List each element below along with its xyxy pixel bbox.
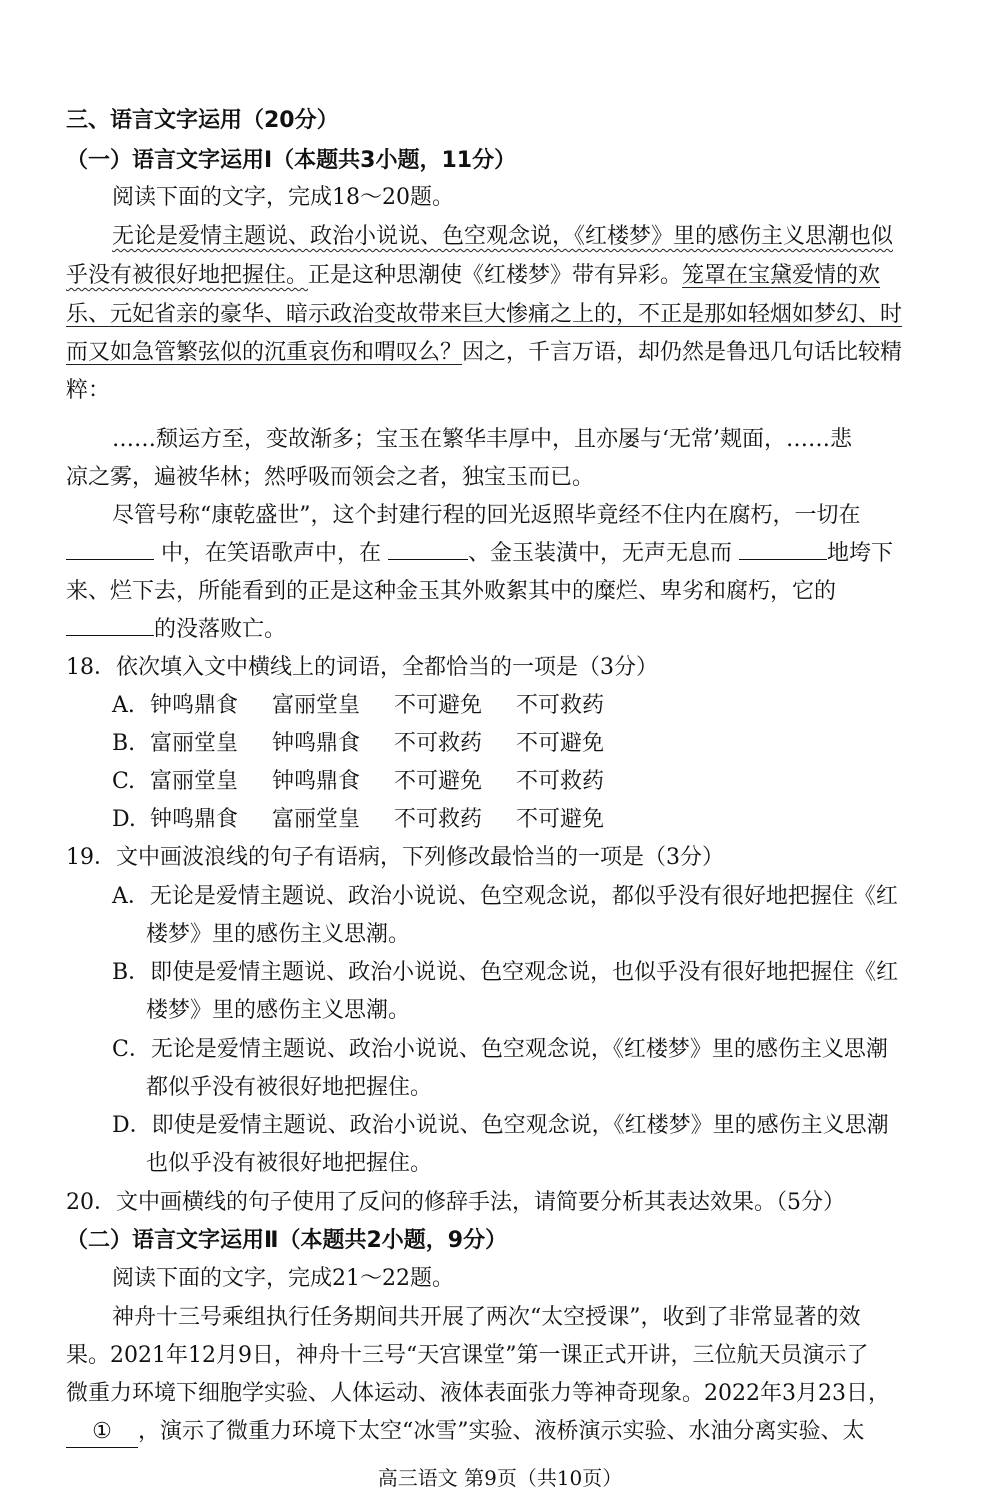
option-word: 钟鸣鼎食 (272, 769, 361, 794)
q19-option-c[interactable]: C．无论是爱情主题说、政治小说说、色空观念说，《红楼梦》里的感伤主义思潮 (112, 1037, 888, 1062)
option-word: 富丽堂皇 (272, 693, 361, 718)
fill-blank[interactable] (388, 539, 468, 560)
q19-option-b-cont: 楼梦》里的感伤主义思潮。 (146, 998, 411, 1023)
quote-line: ……颓运方至，变故渐多；宝玉在繁华丰厚中，且亦屡与‘无常’觌面，……悲 (112, 427, 852, 452)
fill-blank[interactable] (739, 539, 827, 560)
part1-intro: 阅读下面的文字，完成18～20题。 (112, 185, 454, 210)
passage-text: 、金玉装潢中，无声无息而 (468, 541, 733, 566)
passage-text: 正是这种思潮使《红楼梦》带有异彩。 (308, 263, 683, 288)
passage-line (112, 222, 893, 252)
underlined-sentence: 笼罩在宝黛爱情的欢 (682, 263, 881, 288)
option-word: 不可救药 (516, 769, 605, 794)
option-letter: D. (112, 807, 136, 832)
option-letter: C. (112, 769, 136, 794)
option-word: 钟鸣鼎食 (150, 807, 239, 832)
option-word: 不可救药 (394, 807, 483, 832)
option-word: 钟鸣鼎食 (272, 731, 361, 756)
passage-line: 粹： (66, 378, 111, 403)
option-word: 钟鸣鼎食 (150, 693, 239, 718)
section-title: 三、语言文字运用（20分） (66, 108, 339, 133)
passage-text: ，演示了微重力环境下太空“冰雪”实验、液桥演示实验、水油分离实验、太 (138, 1419, 865, 1444)
underlined-sentence: 而又如急管繁弦似的沉重哀伤和喟叹么？ (66, 340, 463, 365)
option-word: 富丽堂皇 (272, 807, 361, 832)
option-word: 富丽堂皇 (150, 769, 239, 794)
passage-line (66, 261, 880, 291)
q19-option-c-cont: 都似乎没有被很好地把握住。 (146, 1075, 433, 1100)
option-word: 不可救药 (394, 731, 483, 756)
wavy-sentence: 乎没有被很好地把握住。 (66, 263, 309, 288)
passage-line (66, 338, 902, 368)
passage-text: 中，在笑语歌声中，在 (161, 541, 382, 566)
passage-text: 地垮下 (827, 541, 894, 566)
question-20-stem: 20．文中画横线的句子使用了反问的修辞手法，请简要分析其表达效果。（5分） (66, 1190, 845, 1215)
passage-line (66, 539, 893, 569)
underlined-sentence: 乐、元妃省亲的豪华、暗示政治变故带来巨大惨痛之上的，不正是那如轻烟如梦幻、时 (66, 302, 903, 327)
question-19-stem: 19．文中画波浪线的句子有语病，下列修改最恰当的一项是（3分） (66, 845, 724, 870)
option-word: 不可避免 (394, 769, 483, 794)
passage-text: 的没落败亡。 (154, 617, 287, 642)
q19-option-d-cont: 也似乎没有被很好地把握住。 (146, 1151, 433, 1176)
passage-line: 果。2021年12月9日，神舟十三号“天宫课堂”第一课正式开讲，三位航天员演示了 (66, 1343, 869, 1368)
q18-option-a[interactable] (112, 691, 605, 721)
q19-option-d[interactable]: D．即使是爱情主题说、政治小说说、色空观念说，《红楼梦》里的感伤主义思潮 (112, 1113, 889, 1138)
option-word: 不可避免 (394, 693, 483, 718)
fill-blank[interactable] (66, 615, 154, 636)
passage-line: 来、烂下去，所能看到的正是这种金玉其外败絮其中的糜烂、卑劣和腐朽，它的 (66, 579, 837, 604)
part1-title: （一）语言文字运用Ⅰ（本题共3小题，11分） (66, 148, 517, 173)
fill-blank[interactable] (66, 539, 154, 560)
passage-line (66, 615, 286, 645)
option-word: 富丽堂皇 (150, 731, 239, 756)
passage-text: 因之，千言万语，却仍然是鲁迅几句话比较精 (462, 340, 903, 365)
q18-option-d[interactable] (112, 805, 605, 835)
option-letter: B. (112, 731, 136, 756)
q19-option-a-cont: 楼梦》里的感伤主义思潮。 (146, 922, 411, 947)
option-word: 不可避免 (516, 731, 605, 756)
question-18-stem: 18．依次填入文中横线上的词语，全都恰当的一项是（3分） (66, 655, 658, 680)
passage-line: 神舟十三号乘组执行任务期间共开展了两次“太空授课”，收到了非常显著的效 (112, 1305, 861, 1330)
page-footer: 高三语文 第9页（共10页） (377, 1466, 623, 1490)
q18-option-c[interactable] (112, 767, 605, 797)
option-word: 不可救药 (516, 693, 605, 718)
quote-line: 凉之雾，遍被华林；然呼吸而领会之者，独宝玉而已。 (66, 465, 595, 490)
passage-line: 尽管号称“康乾盛世”，这个封建行程的回光返照毕竟经不住内在腐朽，一切在 (112, 503, 861, 528)
option-letter: A. (112, 693, 135, 718)
q18-option-b[interactable] (112, 729, 605, 759)
passage-line (66, 300, 902, 330)
option-word: 不可避免 (516, 807, 605, 832)
passage-line (66, 1417, 865, 1448)
numbered-blank[interactable]: ① (66, 1417, 138, 1448)
part2-title: （二）语言文字运用Ⅱ（本题共2小题，9分） (66, 1228, 508, 1253)
part2-intro: 阅读下面的文字，完成21～22题。 (112, 1266, 454, 1291)
q19-option-a[interactable]: A．无论是爱情主题说、政治小说说、色空观念说，都似乎没有很好地把握住《红 (112, 884, 898, 909)
passage-line: 微重力环境下细胞学实验、人体运动、液体表面张力等神奇现象。2022年3月23日， (66, 1381, 890, 1406)
wavy-sentence: 无论是爱情主题说、政治小说说、色空观念说，《红楼梦》里的感伤主义思潮也似 (112, 224, 894, 249)
q19-option-b[interactable]: B．即使是爱情主题说、政治小说说、色空观念说，也似乎没有很好地把握住《红 (112, 960, 899, 985)
